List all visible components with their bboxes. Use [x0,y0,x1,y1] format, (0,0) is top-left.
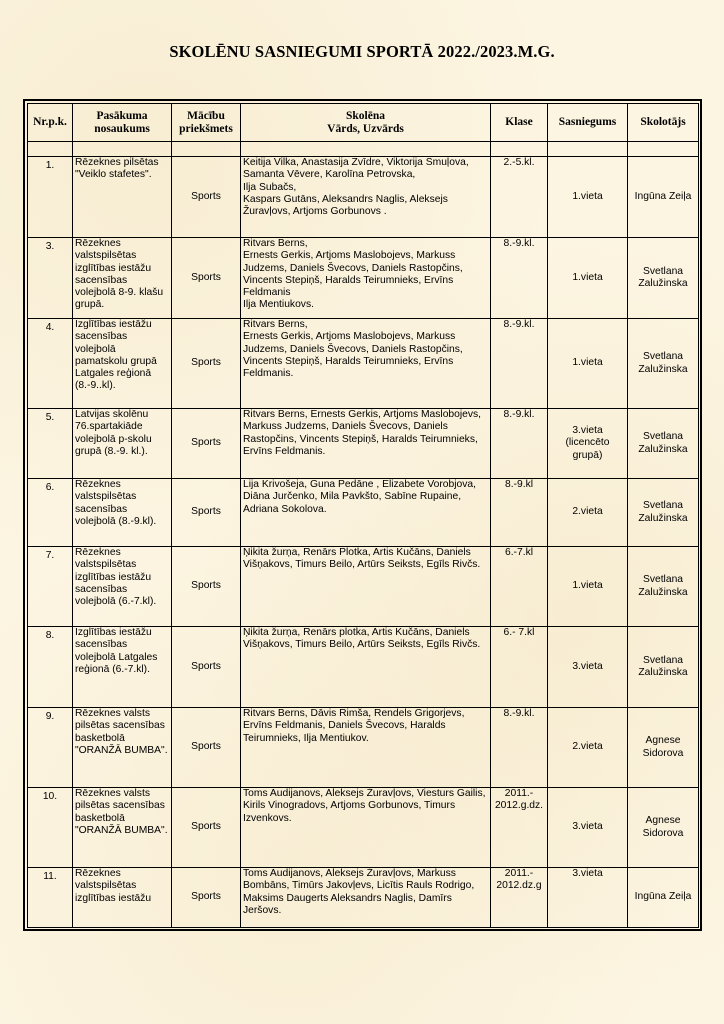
header-nr: Nr.p.k. [28,104,73,142]
row-achievement: 1.vieta [548,319,628,409]
table-row [28,409,699,479]
row-nr: 7. [28,547,73,627]
row-achievement: 2.vieta [548,708,628,788]
row-subject: Sports [172,157,241,238]
row-teacher: Svetlana Zalužinska [628,319,699,409]
row-subject: Sports [172,479,241,547]
row-teacher: Svetlana Zalužinska [628,627,699,708]
row-event: Rēzeknes valsts pilsētas sacensības basketbolā "ORANŽĀ BUMBA". [73,788,172,868]
row-class: 6.-7.kl [491,547,548,627]
header-row [28,104,699,142]
header-event: Pasākuma nosaukums [73,104,172,142]
row-achievement: 1.vieta [548,238,628,319]
row-students: Toms Audijanovs, Aleksejs Žuravļovs, Viesturs Gailis, Kirils Vinogradovs, Artjoms Gorbunovs, Timurs Izvenkovs. [241,788,491,868]
row-event: Izglītības iestāžu sacensības volejbolā Latgales reģionā (6.-7.kl). [73,627,172,708]
table-row [28,788,699,868]
row-class: 8.-9.kl. [491,708,548,788]
row-teacher: Agnese Sidorova [628,788,699,868]
row-event: Izglītības iestāžu sacensības volejbolā pamatskolu grupā Latgales reģionā (8.-9..kl). [73,319,172,409]
row-subject: Sports [172,708,241,788]
row-teacher: Svetlana Zalužinska [628,547,699,627]
row-achievement: 2.vieta [548,479,628,547]
table-row [28,627,699,708]
spacer-cell [628,142,699,157]
row-achievement: 3.vieta (licencēto grupā) [548,409,628,479]
spacer-row [28,142,699,157]
table-row [28,238,699,319]
row-students: Ņikita žurņa, Renārs Plotka, Artis Kučāns, Daniels Višņakovs, Timurs Beilo, Artūrs Seiksts, Egīls Rivčs. [241,547,491,627]
row-nr: 8. [28,627,73,708]
row-teacher: Agnese Sidorova [628,708,699,788]
row-nr: 6. [28,479,73,547]
row-event: Rēzeknes valsts pilsētas sacensības basketbolā "ORANŽĀ BUMBA". [73,708,172,788]
row-event: Rēzeknes pilsētas "Veiklo stafetes". [73,157,172,238]
page-title: SKOLĒNU SASNIEGUMI SPORTĀ 2022./2023.M.G. [169,42,555,61]
table-row [28,547,699,627]
header-subject: Mācību priekšmets [172,104,241,142]
row-class: 8.-9.kl. [491,238,548,319]
table-row [28,868,699,928]
row-class: 8.-9.kl. [491,319,548,409]
row-event: Latvijas skolēnu 76.spartakiāde volejbolā p-skolu grupā (8.-9. kl.). [73,409,172,479]
header-teacher: Skolotājs [628,104,699,142]
row-achievement: 3.vieta [548,627,628,708]
header-achievement: Sasniegums [548,104,628,142]
row-class: 8.-9.kl. [491,409,548,479]
row-nr: 3. [28,238,73,319]
row-subject: Sports [172,319,241,409]
row-event: Rēzeknes valstspilsētas izglītības iestāžu sacensības volejbolā 8-9. klašu grupā. [73,238,172,319]
row-achievement: 1.vieta [548,547,628,627]
row-event: Rēzeknes valstspilsētas sacensības volejbolā (8.-9.kl). [73,479,172,547]
row-students: Lija Krivošeja, Guna Pedāne , Elizabete Vorobjova, Diāna Jurčenko, Mila Pavkšto, Sabīne Rupaine, Adriana Sokolova. [241,479,491,547]
row-teacher: Ingūna Zeiļa [628,868,699,928]
spacer-cell [73,142,172,157]
row-students: Ņikita žurņa, Renārs plotka, Artis Kučāns, Daniels Višņakovs, Timurs Beilo, Artūrs Seiksts, Egīls Rivčs. [241,627,491,708]
table-row [28,157,699,238]
row-class: 6.- 7.kl [491,627,548,708]
row-students: Toms Audijanovs, Aleksejs Žuravļovs, Markuss Bombāns, Timūrs Jakovļevs, Licītis Rauls Rodrigo, Maksims Daugerts Aleksandrs Naglis, Damīrs Jeršovs. [241,868,491,928]
row-class: 8.-9.kl [491,479,548,547]
table-row [28,708,699,788]
row-nr: 1. [28,157,73,238]
row-class: 2011.- 2012.g.dz. [491,788,548,868]
spacer-cell [28,142,73,157]
row-class: 2.-5.kl. [491,157,548,238]
row-students: Ritvars Berns, Ernests Gerkis, Artjoms Maslobojevs, Markuss Judzems, Daniels Švecovs, Daniels Rastopčins, Vincents Stepiņš, Haralds Teirumnieks, Ervīns Feldmanis Ilja Mentiukovs. [241,238,491,319]
row-nr: 4. [28,319,73,409]
header-class: Klase [491,104,548,142]
row-students: Keitija Vilka, Anastasija Zvīdre, Viktorija Smuļova, Samanta Vēvere, Karolīna Petrovska, Ilja Subačs, Kaspars Gutāns, Aleksandrs Naglis, Aleksejs Žuravļovs, Artjoms Gorbunovs . [241,157,491,238]
achievements-table [27,103,699,928]
spacer-cell [548,142,628,157]
row-students: Ritvars Berns, Ernests Gerkis, Artjoms Maslobojevs, Markuss Judzems, Daniels Švecovs, Daniels Rastopčins, Vincents Stepiņš, Haralds Teirumnieks, Ervīns Feldmanis. [241,409,491,479]
row-teacher: Svetlana Zalužinska [628,238,699,319]
row-subject: Sports [172,868,241,928]
spacer-cell [241,142,491,157]
row-nr: 9. [28,708,73,788]
row-achievement: 3.vieta [548,788,628,868]
row-teacher: Svetlana Zalužinska [628,409,699,479]
row-subject: Sports [172,788,241,868]
table-row [28,319,699,409]
row-students: Ritvars Berns, Ernests Gerkis, Artjoms Maslobojevs, Markuss Judzems, Daniels Švecovs, Daniels Rastopčins, Vincents Stepiņš, Haralds Teirumnieks, Ervīns Feldmanis. [241,319,491,409]
row-teacher: Ingūna Zeiļa [628,157,699,238]
row-achievement: 3.vieta [548,868,628,928]
row-achievement: 1.vieta [548,157,628,238]
row-subject: Sports [172,409,241,479]
row-event: Rēzeknes valstspilsētas izglītības iestāžu [73,868,172,928]
header-student: Skolēna Vārds, Uzvārds [241,104,491,142]
row-nr: 11. [28,868,73,928]
spacer-cell [491,142,548,157]
row-subject: Sports [172,547,241,627]
spacer-cell [172,142,241,157]
row-class: 2011.- 2012.dz.g [491,868,548,928]
row-event: Rēzeknes valstspilsētas izglītības iestāžu sacensības volejbolā (6.-7.kl). [73,547,172,627]
row-students: Ritvars Berns, Dāvis Rimša, Rendels Grigorjevs, Ervīns Feldmanis, Daniels Švecovs, Haralds Teirumnieks, Ilja Mentiukov. [241,708,491,788]
row-subject: Sports [172,238,241,319]
row-nr: 10. [28,788,73,868]
row-subject: Sports [172,627,241,708]
row-nr: 5. [28,409,73,479]
table-row [28,479,699,547]
row-teacher: Svetlana Zalužinska [628,479,699,547]
